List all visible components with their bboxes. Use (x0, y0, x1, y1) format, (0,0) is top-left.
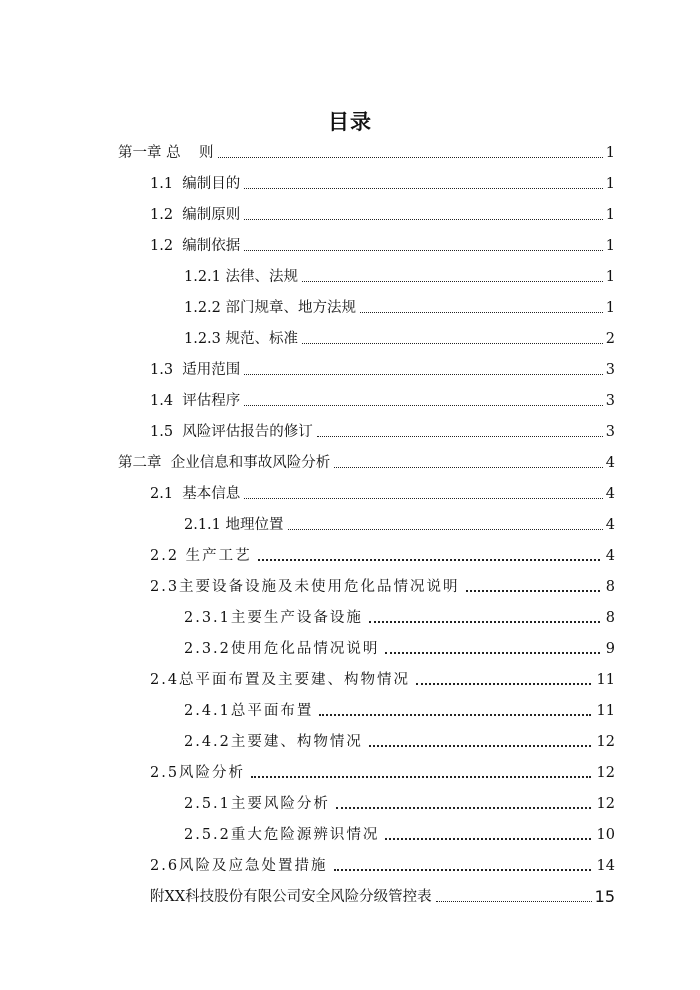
toc-entry-1-2-2[interactable] (184, 295, 615, 317)
toc-entry-2-1[interactable] (150, 481, 615, 503)
dot-leader (251, 776, 590, 778)
toc-entry-label: 2.5风险分析 (150, 765, 246, 781)
toc-entry-page: 12 (596, 765, 615, 781)
toc-entry-label: 2.2 生产工艺 (150, 548, 252, 564)
dot-leader (244, 219, 602, 220)
toc-entry-2-3-1[interactable] (184, 605, 615, 627)
dot-leader (436, 901, 592, 902)
toc-entry-chapter-2[interactable] (118, 450, 615, 472)
toc-entry-page: 11 (596, 672, 615, 688)
toc-entry-2-1-1[interactable] (184, 512, 615, 534)
toc-entry-label: 附XX科技股份有限公司安全风险分级管控表 (150, 889, 432, 905)
dot-leader (369, 621, 600, 623)
toc-entry-label: 2.1 基本信息 (150, 486, 241, 502)
toc-entry-page: 11 (596, 703, 615, 719)
dot-leader (385, 652, 599, 654)
toc-entry-label: 1.2 编制原则 (150, 207, 241, 223)
toc-entry-2-3-2[interactable] (184, 636, 615, 658)
dot-leader (302, 343, 603, 344)
toc-entry-appendix[interactable] (150, 884, 615, 906)
toc-entry-label: 1.2 编制依据 (150, 238, 241, 254)
toc-entry-label: 2.5.1主要风险分析 (184, 796, 330, 812)
toc-entry-page: 1 (605, 238, 615, 254)
toc-entry-page: 12 (596, 796, 615, 812)
toc-entry-2-4[interactable] (150, 667, 615, 689)
toc-entry-page: 4 (605, 486, 615, 502)
toc-entry-label: 2.1.1 地理位置 (184, 517, 284, 533)
toc-entry-page: 14 (596, 858, 615, 874)
toc-entry-2-6[interactable] (150, 853, 615, 875)
toc-entry-label: 1.2.2 部门规章、地方法规 (184, 300, 357, 316)
toc-entry-label: 2.3.1主要生产设备设施 (184, 610, 363, 626)
toc-entry-label: 1.4 评估程序 (150, 393, 241, 409)
dot-leader (334, 467, 603, 468)
dot-leader (369, 745, 591, 747)
toc-entry-label: 1.2.1 法律、法规 (184, 269, 299, 285)
toc-entry-page: 3 (605, 362, 615, 378)
toc-entry-label: 2.5.2重大危险源辨识情况 (184, 827, 380, 843)
dot-leader (385, 838, 590, 840)
dot-leader (244, 374, 602, 375)
toc-entry-page: 1 (605, 269, 615, 285)
toc-entry-label: 1.5 风险评估报告的修订 (150, 424, 313, 440)
toc-entry-page: 2 (605, 331, 615, 347)
dot-leader (244, 250, 602, 251)
toc-entry-label: 1.2.3 规范、标准 (184, 331, 299, 347)
toc-entry-label: 1.3 适用范围 (150, 362, 241, 378)
dot-leader (466, 590, 600, 592)
toc-entry-page: 4 (605, 517, 615, 533)
toc-entry-page: 1 (605, 176, 615, 192)
toc-entry-1-2a[interactable] (150, 202, 615, 224)
toc-entry-label: 2.4.2主要建、构物情况 (184, 734, 363, 750)
toc-entry-page: 1 (605, 300, 615, 316)
toc-entry-1-2-1[interactable] (184, 264, 615, 286)
toc-entry-label: 2.3.2使用危化品情况说明 (184, 641, 380, 657)
toc-entry-page: 8 (605, 579, 615, 595)
toc-entry-page: 12 (596, 734, 615, 750)
toc-entry-1-4[interactable] (150, 388, 615, 410)
toc-entry-2-5[interactable] (150, 760, 615, 782)
toc-entry-1-3[interactable] (150, 357, 615, 379)
toc-title: 目录 (328, 110, 372, 134)
toc-entry-page: 9 (605, 641, 615, 657)
toc-entry-label: 2.4总平面布置及主要建、构物情况 (150, 672, 411, 688)
dot-leader (317, 436, 603, 437)
toc-entry-1-1[interactable] (150, 171, 615, 193)
toc-entry-2-5-1[interactable] (184, 791, 615, 813)
toc-entry-page: 4 (605, 455, 615, 471)
toc-entry-1-5[interactable] (150, 419, 615, 441)
toc-entry-page: 15 (594, 887, 615, 906)
toc-entry-1-2-3[interactable] (184, 326, 615, 348)
dot-leader (360, 312, 603, 313)
toc-entry-page: 1 (605, 207, 615, 223)
dot-leader (218, 157, 603, 158)
toc-entry-page: 3 (605, 393, 615, 409)
toc-entry-label: 第一章 总 则 (118, 145, 214, 161)
dot-leader (258, 559, 600, 561)
toc-entry-page: 3 (605, 424, 615, 440)
toc-entry-2-2[interactable] (150, 543, 615, 565)
dot-leader (334, 869, 591, 871)
toc-entry-label: 2.3主要设备设施及未使用危化品情况说明 (150, 579, 460, 595)
dot-leader (319, 714, 590, 716)
toc-entry-label: 2.6风险及应急处置措施 (150, 858, 328, 874)
dot-leader (244, 188, 602, 189)
dot-leader (244, 405, 602, 406)
toc-entry-label: 第二章 企业信息和事故风险分析 (118, 455, 331, 471)
toc-entry-label: 2.4.1总平面布置 (184, 703, 314, 719)
dot-leader (416, 683, 590, 685)
toc-entry-1-2b[interactable] (150, 233, 615, 255)
toc-entry-page: 4 (605, 548, 615, 564)
toc-entry-label: 1.1 编制目的 (150, 176, 241, 192)
dot-leader (244, 498, 602, 499)
dot-leader (288, 529, 603, 530)
toc-entry-page: 10 (596, 827, 615, 843)
toc-entry-2-3[interactable] (150, 574, 615, 596)
toc-entry-page: 8 (605, 610, 615, 626)
toc-entry-2-5-2[interactable] (184, 822, 615, 844)
toc-entry-2-4-1[interactable] (184, 698, 615, 720)
toc-entry-page: 1 (605, 145, 615, 161)
dot-leader (336, 807, 591, 809)
dot-leader (302, 281, 603, 282)
toc-entry-chapter-1[interactable] (118, 140, 615, 162)
toc-entry-2-4-2[interactable] (184, 729, 615, 751)
